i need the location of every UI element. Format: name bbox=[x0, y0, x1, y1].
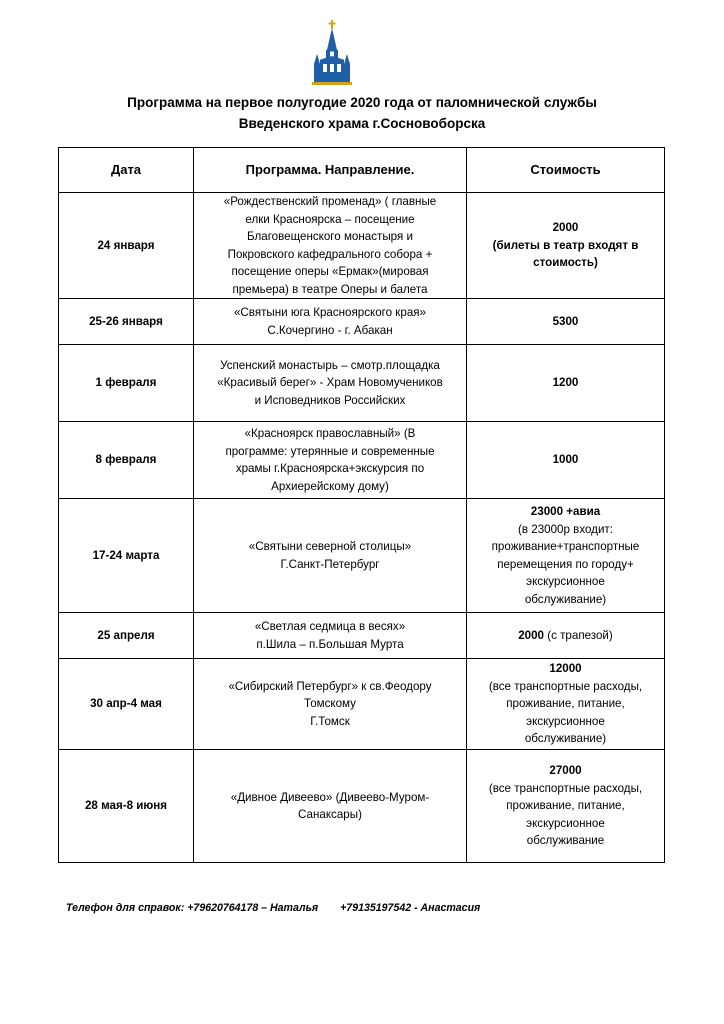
cost-cell bbox=[467, 499, 665, 613]
program-line: «Красивый берег» - Храм Новомучеников bbox=[217, 376, 443, 390]
cost-cell bbox=[467, 613, 665, 659]
cost-detail-line: (билеты в театр входят в bbox=[492, 238, 639, 252]
date-cell: 25 апреля bbox=[59, 613, 194, 659]
program-line: Г.Томск bbox=[310, 714, 350, 728]
cost-detail-line: (все транспортные расходы, bbox=[488, 781, 643, 795]
cost-detail-line: экскурсионное bbox=[526, 714, 605, 728]
cost-main-line bbox=[471, 762, 660, 780]
table-row bbox=[59, 193, 665, 299]
pilgrimage-schedule-table bbox=[58, 147, 665, 863]
program-line: Благовещенского монастыря и bbox=[247, 230, 413, 243]
program-line: «Святыни юга Красноярского края» bbox=[233, 306, 426, 319]
program-line: программе: утерянные и современные bbox=[225, 444, 435, 458]
cost-main-line bbox=[471, 451, 660, 469]
program-line: С.Кочергино - г. Абакан bbox=[267, 323, 393, 337]
program-line: «Светлая седмица в весях» bbox=[254, 620, 406, 633]
cost-detail-line: стоимость) bbox=[533, 256, 598, 270]
program-cell bbox=[194, 659, 467, 750]
table-row bbox=[59, 422, 665, 499]
cost-price: 2000 bbox=[552, 221, 579, 235]
cost-price: 1000 bbox=[552, 453, 579, 467]
date-cell: 25-26 января bbox=[59, 299, 194, 345]
cost-detail-line: обслуживание) bbox=[524, 592, 607, 606]
cost-price: 2000 bbox=[518, 628, 545, 642]
program-line: посещение оперы «Ермак»(мировая bbox=[231, 265, 429, 278]
program-cell bbox=[194, 422, 467, 499]
cost-detail-line: проживание, питание, bbox=[506, 697, 625, 711]
table-row bbox=[59, 499, 665, 613]
date-cell: 30 апр-4 мая bbox=[59, 659, 194, 750]
phone-anastasia: +79135197542 - Анастасия bbox=[340, 902, 481, 914]
table-row bbox=[59, 345, 665, 422]
cost-cell bbox=[467, 659, 665, 750]
date-cell: 1 февраля bbox=[59, 345, 194, 422]
cost-detail-line: обслуживание) bbox=[524, 732, 607, 746]
program-line: елки Красноярска – посещение bbox=[245, 212, 415, 226]
program-line: «Сибирский Петербург» к св.Феодору bbox=[228, 679, 432, 693]
program-line: Санаксары) bbox=[298, 808, 362, 821]
program-line: «Святыни северной столицы» bbox=[248, 540, 412, 553]
program-line: премьера) в театре Оперы и балета bbox=[232, 282, 428, 296]
title-line-1: Программа на первое полугодие 2020 года от паломнической службы bbox=[127, 95, 597, 110]
program-line: Успенский монастырь – смотр.площадка bbox=[220, 358, 440, 372]
program-cell bbox=[194, 499, 467, 613]
date-cell: 17-24 марта bbox=[59, 499, 194, 613]
church-logo-icon bbox=[311, 20, 353, 88]
header-program: Программа. Направление. bbox=[194, 148, 467, 193]
cost-detail-line: проживание+транспортные bbox=[491, 540, 640, 553]
cost-price: 5300 bbox=[552, 314, 579, 328]
table-header-row bbox=[59, 148, 665, 193]
header-date: Дата bbox=[59, 148, 194, 193]
date-cell: 8 февраля bbox=[59, 422, 194, 499]
header-cost: Стоимость bbox=[467, 148, 665, 193]
date-cell: 24 января bbox=[59, 193, 194, 299]
date-cell: 28 мая-8 июня bbox=[59, 750, 194, 863]
program-line: «Рождественский променад» ( главные bbox=[223, 195, 437, 208]
cost-main-line bbox=[471, 374, 660, 392]
table-row bbox=[59, 659, 665, 750]
table-row bbox=[59, 613, 665, 659]
program-cell bbox=[194, 613, 467, 659]
program-line: «Красноярск православный» (В bbox=[244, 427, 416, 440]
cost-price: 1200 bbox=[552, 376, 579, 390]
cost-detail-line: обслуживание bbox=[526, 834, 605, 848]
program-cell bbox=[194, 345, 467, 422]
program-cell bbox=[194, 750, 467, 863]
cost-cell bbox=[467, 422, 665, 499]
program-line: Архиерейскому дому) bbox=[271, 479, 389, 493]
program-line: «Дивное Дивеево» (Дивеево-Муром- bbox=[230, 790, 430, 804]
cost-detail-line: экскурсионное bbox=[526, 575, 605, 588]
page-title bbox=[60, 92, 664, 134]
cost-price: 12000 bbox=[549, 662, 582, 676]
cost-cell bbox=[467, 193, 665, 299]
phone-natalya: Телефон для справок: +79620764178 – Наталья bbox=[66, 902, 319, 914]
program-line: Покровского кафедрального собора + bbox=[227, 247, 433, 261]
cost-main-line bbox=[471, 627, 660, 645]
program-cell bbox=[194, 299, 467, 345]
cost-cell bbox=[467, 345, 665, 422]
program-line: п.Шила – п.Большая Мурта bbox=[256, 637, 404, 651]
contact-phones bbox=[66, 902, 480, 914]
cost-detail-line: (все транспортные расходы, bbox=[488, 679, 643, 693]
cost-detail-line: (в 23000р входит: bbox=[518, 522, 613, 536]
program-line: Г.Санкт-Петербург bbox=[280, 557, 380, 571]
cost-detail-line: проживание, питание, bbox=[506, 799, 625, 813]
cost-detail-line: экскурсионное bbox=[526, 816, 605, 830]
cost-price: 23000 +авиа bbox=[530, 505, 601, 518]
title-line-2: Введенского храма г.Сосновоборска bbox=[238, 116, 486, 131]
cost-main-line bbox=[471, 313, 660, 331]
cost-cell bbox=[467, 299, 665, 345]
cost-detail-line: перемещения по городу+ bbox=[497, 557, 634, 571]
cost-price: 27000 bbox=[549, 764, 582, 778]
program-cell bbox=[194, 193, 467, 299]
cost-cell bbox=[467, 750, 665, 863]
program-line: и Исповедников Российских bbox=[254, 393, 406, 407]
table-row bbox=[59, 750, 665, 863]
program-line: храмы г.Красноярска+экскурсия по bbox=[235, 462, 425, 475]
program-line: Томскому bbox=[304, 697, 356, 711]
table-row bbox=[59, 299, 665, 345]
cost-main-line bbox=[471, 660, 660, 678]
cost-main-line bbox=[471, 503, 660, 521]
cost-main-line bbox=[471, 219, 660, 237]
cost-note: (с трапезой) bbox=[544, 628, 613, 642]
